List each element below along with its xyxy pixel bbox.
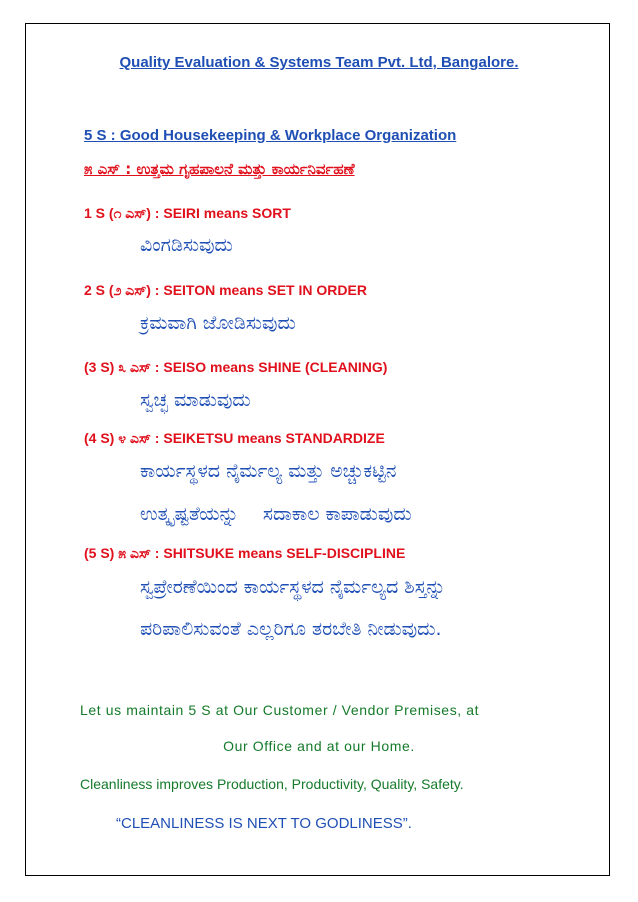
item-line-4-1: ಕಾರ್ಯಸ್ಥಳದ ನೈರ್ಮಲ್ಯ ಮತ್ತು ಅಚ್ಚುಕಟ್ಟಿನ xyxy=(140,460,397,482)
closing-line-3: Cleanliness improves Production, Productivity, Quality, Safety. xyxy=(80,776,464,792)
item-line-1-1: ವಿಂಗಡಿಸುವುದು xyxy=(140,234,233,256)
item-line-5-1: ಸ್ವಪ್ರೇರಣೆಯಿಂದ ಕಾರ್ಯಸ್ಥಳದ ನೈರ್ಮಲ್ಯದ ಶಿಸ್ತನ್ನು xyxy=(140,576,446,598)
title-kannada: ೫ ಎಸ್ : ಉತ್ತಮ ಗೃಹಪಾಲನೆ ಮತ್ತು ಕಾರ್ಯನಿರ್ವಹಣೆ xyxy=(84,160,355,178)
company-name: Quality Evaluation & Systems Team Pvt. Ltd, Bangalore. xyxy=(119,54,519,71)
item-heading-3: (3 S) ೩ ಎಸ್ : SEISO means SHINE (CLEANING) xyxy=(84,359,388,375)
item-line-3-1: ಸ್ವಚ್ಛ ಮಾಡುವುದು xyxy=(140,389,251,411)
item-heading-5: (5 S) ೫ ಎಸ್ : SHITSUKE means SELF-DISCIPLINE xyxy=(84,545,406,561)
title-english: 5 S : Good Housekeeping & Workplace Organization xyxy=(84,127,457,144)
item-heading-2: 2 S (೨ ಎಸ್) : SEITON means SET IN ORDER xyxy=(84,282,367,298)
closing-line-1: Let us maintain 5 S at Our Customer / Vendor Premises, at xyxy=(80,702,480,718)
closing-quote: “CLEANLINESS IS NEXT TO GODLINESS”. xyxy=(116,815,412,832)
item-heading-4: (4 S) ೪ ಎಸ್ : SEIKETSU means STANDARDIZE xyxy=(84,430,385,446)
item-line-4-2: ಉತ್ಕೃಷ್ಟತೆಯನ್ನು ಸದಾಕಾಲ ಕಾಪಾಡುವುದು xyxy=(140,503,412,525)
item-line-2-1: ಕ್ರಮವಾಗಿ ಜೋಡಿಸುವುದು xyxy=(140,312,296,334)
item-line-5-2: ಪರಿಪಾಲಿಸುವಂತೆ ಎಲ್ಲರಿಗೂ ತರಬೇತಿ ನೀಡುವುದು. xyxy=(140,618,442,640)
closing-line-2: Our Office and at our Home. xyxy=(223,738,415,754)
item-heading-1: 1 S (೧ ಎಸ್) : SEIRI means SORT xyxy=(84,205,291,221)
